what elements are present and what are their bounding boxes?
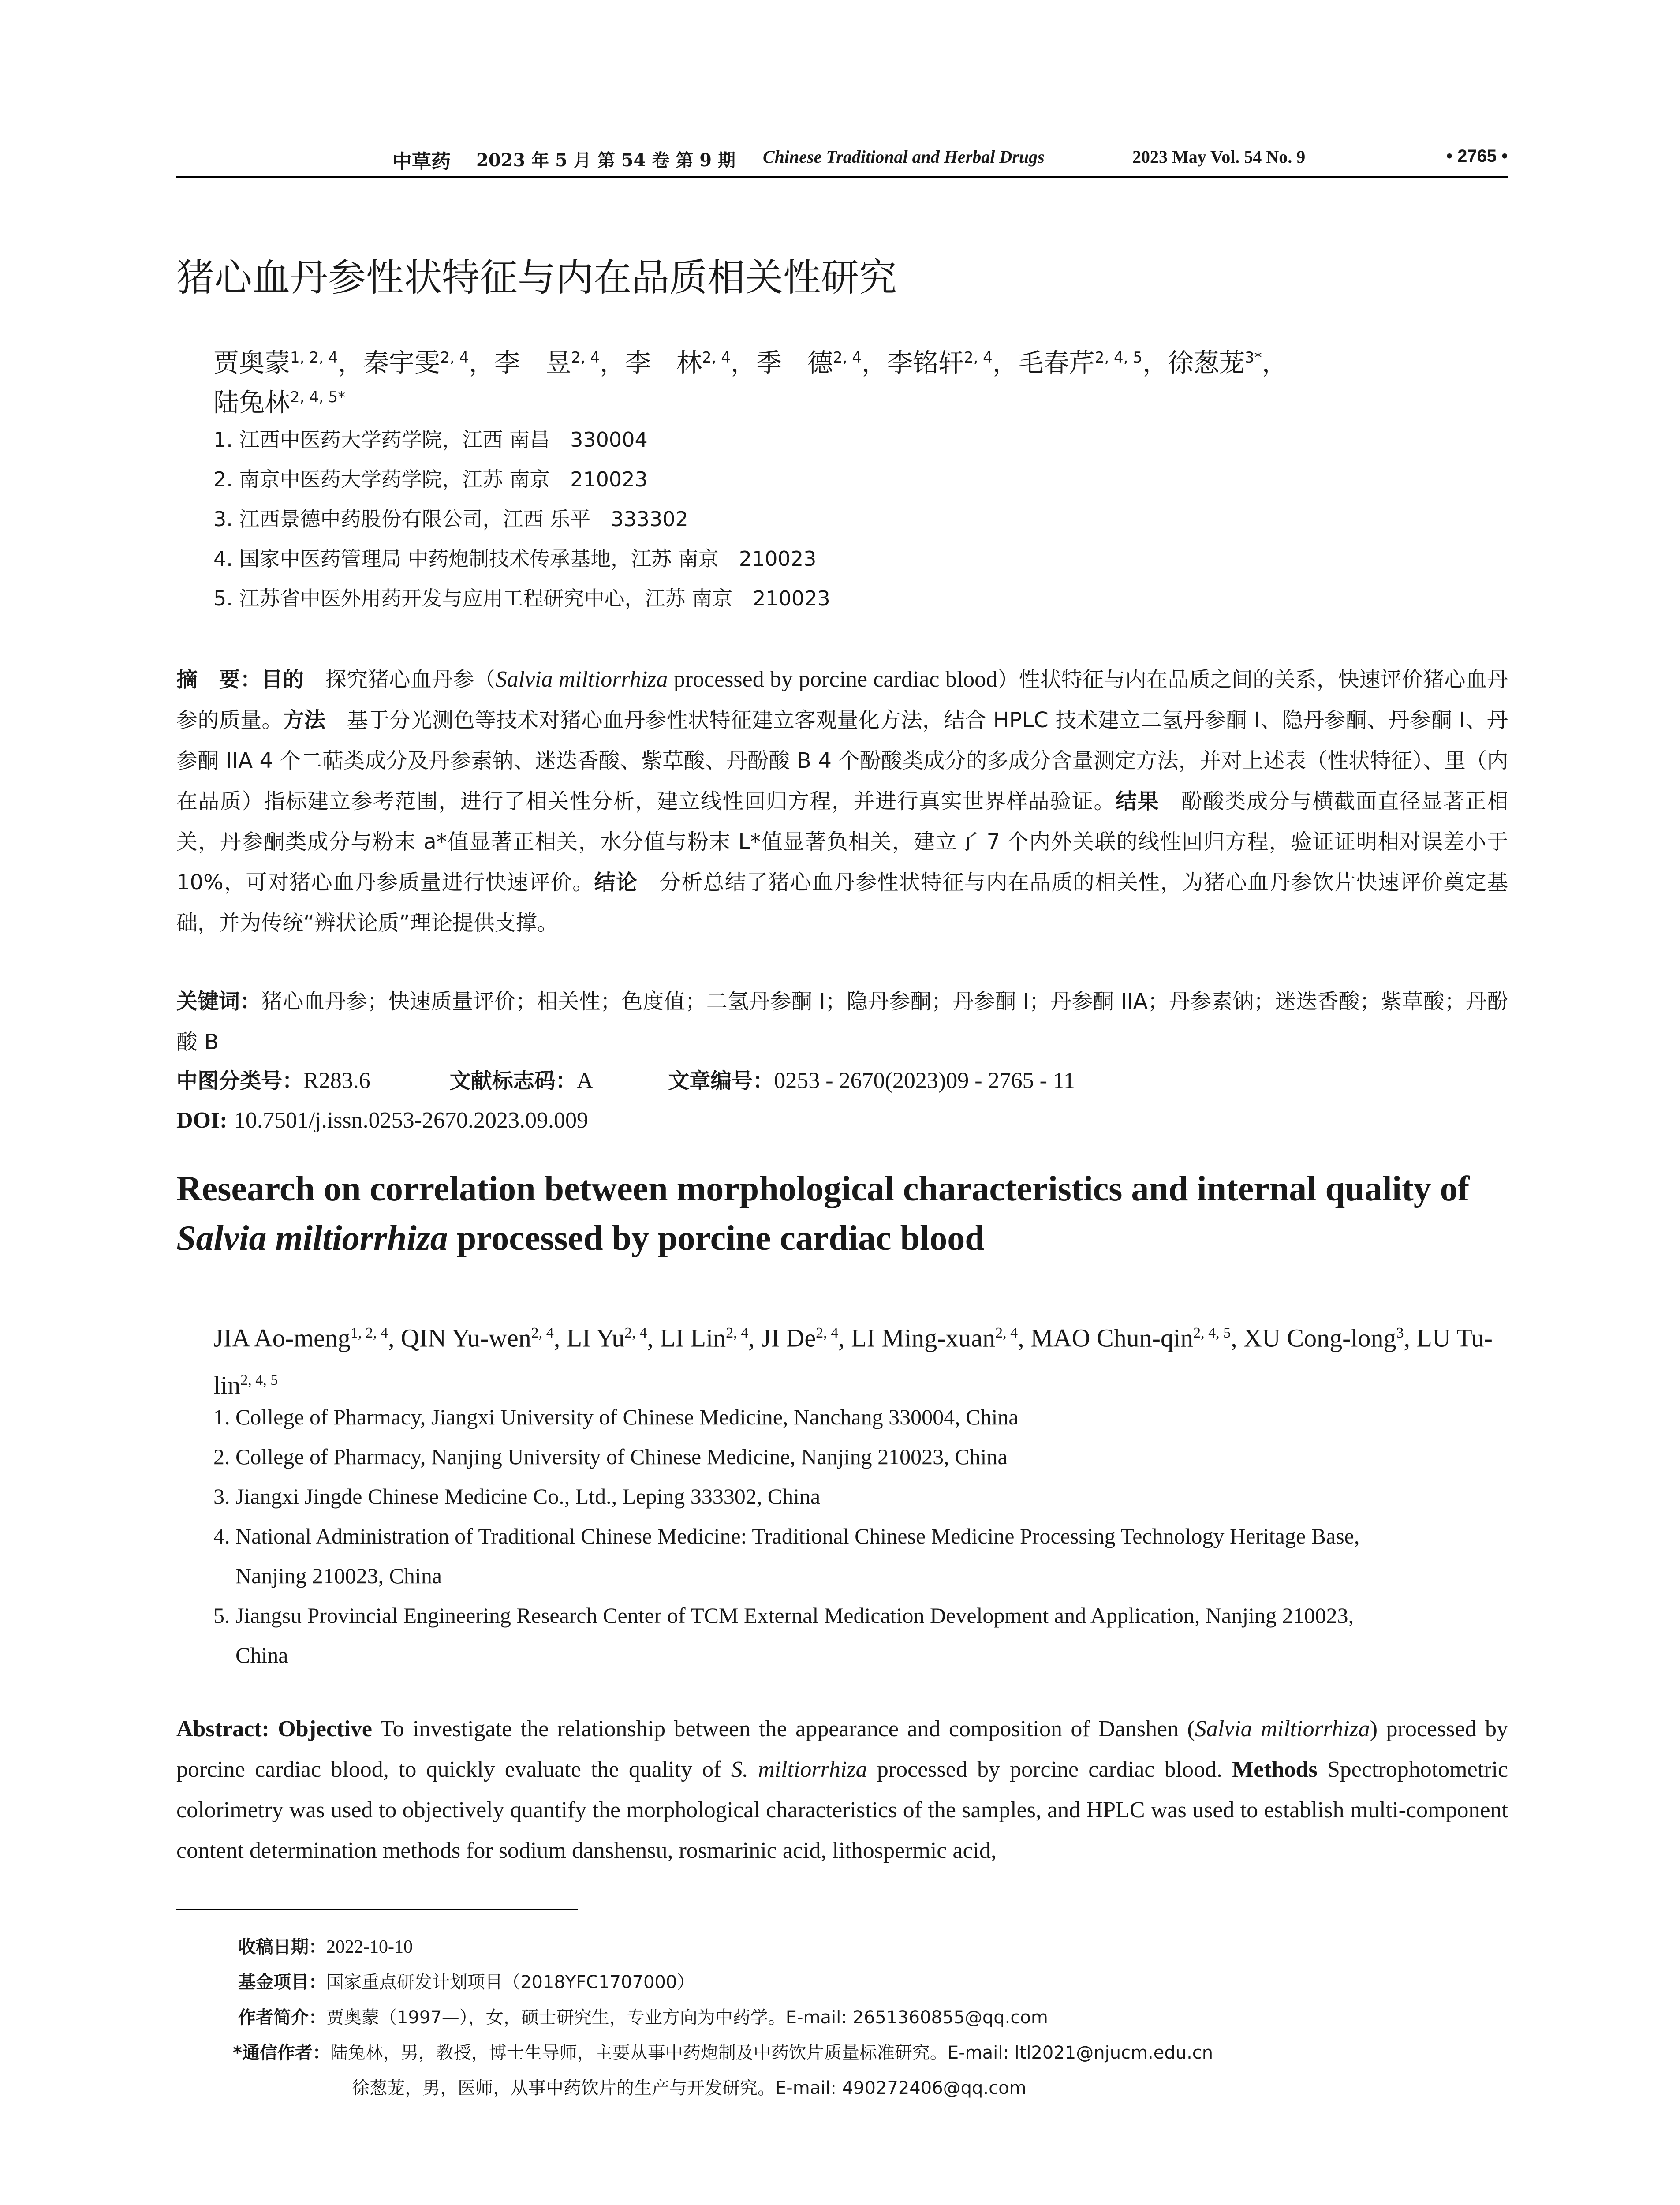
en-affiliation-4-line-1: 4. National Administration of Traditional Chinese Medicine: Traditional Chinese Medicine Processing Technology Heritage Base, [213, 1524, 1360, 1548]
author-name: MAO Chun-qin [1030, 1323, 1194, 1353]
en-affiliation-1 [213, 1397, 1019, 1437]
clc-value: R283.6 [303, 1068, 370, 1093]
author-name: 贾奥蒙 [213, 348, 291, 378]
cn-keywords-label: 关键词： [176, 989, 261, 1014]
author-affiliation-marks: 2, 4, 5* [290, 389, 346, 406]
author-affiliation-marks: 1, 2, 4 [290, 349, 338, 366]
received-label: 收稿日期： [238, 1937, 326, 1957]
en-title-part-a: Research on correlation between morphological characteristics and internal quality of [176, 1170, 1470, 1208]
cn-conclusion-label: 结论 [594, 870, 638, 895]
cn-abstract [176, 659, 1508, 943]
en-affiliation-5-line-2: China [235, 1643, 288, 1667]
author-name: 毛春芹 [1018, 348, 1095, 378]
en-objective-label: Objective [278, 1716, 372, 1742]
cn-objective-text-b: ）性状特征与内在品质之间的关系，快速评价猪心血丹参的质量。 [176, 667, 1508, 733]
author-name: 李铭轩 [887, 348, 964, 378]
cn-affiliation-4: 4. 国家中医药管理局 中药炮制技术传承基地，江苏 南京 210023 [213, 547, 817, 571]
footnote-corresponding-2: 徐葱茏，男，医师，从事中药饮片的生产与开发研究。E-mail: 490272406@qq.com [352, 2078, 1027, 2098]
author-name: JI De [761, 1323, 816, 1353]
cn-abstract-label: 摘 要： [176, 667, 261, 692]
header-rule [176, 176, 1508, 178]
cn-objective-latin: processed by porcine cardiac blood [668, 667, 998, 692]
en-affiliation-4-line-2: Nanjing 210023, China [235, 1563, 442, 1588]
en-affiliation-5 [213, 1596, 1354, 1675]
author-bio-value: 贾奥蒙（1997—），女，硕士研究生，专业方向为中药学。E-mail: 2651360855@qq.com [326, 2007, 1048, 2028]
footnote-corresponding [233, 2035, 1213, 2070]
cn-affiliation-1: 1. 江西中医药大学药学院，江西 南昌 330004 [213, 428, 648, 452]
en-title-species: Salvia miltiorrhiza [176, 1219, 448, 1258]
en-affiliation-3 [213, 1476, 820, 1516]
en-affiliation-4 [213, 1516, 1359, 1596]
en-objective-species: Salvia miltiorrhiza [1195, 1716, 1370, 1742]
author-name: LU Tu-lin [213, 1323, 1493, 1400]
author-name: QIN Yu-wen [400, 1323, 531, 1353]
cn-objective-text-a: 探究猪心血丹参（ [304, 667, 496, 692]
cn-objective-species: Salvia miltiorrhiza [495, 667, 668, 692]
author-affiliation-marks: 2, 4 [531, 1325, 554, 1341]
author-name: JIA Ao-meng [213, 1323, 351, 1353]
author-affiliation-marks: 2, 4, 5 [1193, 1325, 1231, 1341]
footnote-rule [176, 1909, 578, 1910]
doccode-label: 文献标志码： [449, 1069, 577, 1093]
cn-authors-line-1: 贾奥蒙$^{1, 2, 4}$，秦宇雯$^{2, 4}$，李 昱$^{2, 4}$，李 林$^{2, 4}$，季 德$^{2, 4}$，李铭轩$^{2, 4}$，毛春芹$^{2, 4, 5}$，徐葱茏$^{3*}$， [213, 348, 1288, 378]
cn-affiliation-2: 2. 南京中医药大学药学院，江苏 南京 210023 [213, 467, 648, 491]
en-affiliation-3-line-1: 3. Jiangxi Jingde Chinese Medicine Co., Ltd., Leping 333302, China [213, 1484, 821, 1509]
en-abstract [176, 1709, 1508, 1871]
author-name: LI Lin [660, 1323, 726, 1353]
author-name: XU Cong-long [1243, 1323, 1396, 1353]
article-no-label: 文章编号： [668, 1069, 774, 1093]
journal-name-cn: 中草药 [392, 150, 451, 173]
author-name: 秦宇雯 [363, 348, 441, 378]
page-number: • 2765 • [1446, 146, 1508, 166]
author-affiliation-marks: 2, 4 [995, 1325, 1018, 1341]
cn-conclusion-text: 分析总结了猪心血丹参性状特征与内在品质的相关性，为猪心血丹参饮片快速评价奠定基础，并为传统“辨状论质”理论提供支撑。 [176, 870, 1508, 935]
en-title [176, 1164, 1508, 1263]
author-affiliation-marks: 2, 4, 5 [240, 1372, 278, 1389]
en-affiliation-2-line-1: 2. College of Pharmacy, Nanjing University of Chinese Medicine, Nanjing 210023, China [213, 1444, 1008, 1469]
doi-value: 10.7501/j.issn.0253-2670.2023.09.009 [234, 1108, 588, 1133]
cn-keywords-text: 猪心血丹参；快速质量评价；相关性；色度值；二氢丹参酮 I；隐丹参酮；丹参酮 I；丹参酮 IIA；丹参素钠；迷迭香酸；紫草酸；丹酚酸 B [176, 989, 1508, 1054]
author-affiliation-marks: 2, 4, 5 [1094, 349, 1142, 366]
en-methods-label: Methods [1232, 1757, 1318, 1782]
author-affiliation-marks: 2, 4 [571, 349, 600, 366]
clc-label: 中图分类号： [176, 1069, 304, 1093]
fund-value: 国家重点研发计划项目（2018YFC1707000） [326, 1972, 695, 1992]
cn-methods-text: 基于分光测色等技术对猪心血丹参性状特征建立客观量化方法，结合 HPLC 技术建立二氢丹参酮 I、隐丹参酮、丹参酮 I、丹参酮 IIA 4 个二萜类成分及丹参素钠、迷迭香酸、紫草酸、丹酚酸 B 4 个酚酸类成分的多成分含量测定方法，并对上述表（性状特征）、里（内在品质）指标建立参考范围，进行了相关性分析，建立线性回归方程，并进行真实世界样品验证。 [176, 708, 1508, 814]
cn-title: 猪心血丹参性状特征与内在品质相关性研究 [176, 256, 897, 300]
en-affiliation-5-line-1: 5. Jiangsu Provincial Engineering Research Center of TCM External Medication Development and Application, Nanjing 210023, [213, 1603, 1354, 1628]
cn-classification-line [176, 1061, 1508, 1101]
received-value: 2022-10-10 [326, 1937, 413, 1957]
author-name: 李 林 [625, 348, 702, 378]
author-name: 徐葱茏 [1168, 348, 1245, 378]
footnote-fund [238, 1965, 694, 2000]
author-name: 季 德 [756, 348, 833, 378]
doccode-value: A [576, 1068, 594, 1093]
author-affiliation-marks: 2, 4 [726, 1325, 749, 1341]
doi-line [176, 1100, 1508, 1141]
doi-label: DOI: [176, 1108, 228, 1133]
en-authors: JIA Ao-meng$^{1, 2, 4}$, QIN Yu-wen$^{2, 4}$, LI Yu$^{2, 4}$, LI Lin$^{2, 4}$, JI De$^{2, 4}$, LI Ming-xuan$^{2, 4}$, MAO Chun-qin$^{2, 4, 5}$, XU Cong-long$^3$, LU Tu-lin$^{2, 4, 5}$ [213, 1323, 1493, 1400]
issue-info-en: 2023 May Vol. 54 No. 9 [1132, 147, 1306, 167]
en-objective-text-b: ) processed by porcine cardiac blood, to quickly evaluate the quality of [176, 1716, 1508, 1782]
corresponding-author-1: 陆兔林，男，教授，博士生导师，主要从事中药炮制及中药饮片质量标准研究。E-mail: ltl2021@njucm.edu.cn [330, 2043, 1213, 2063]
issue-info-cn: 2023 年 5 月 第 54 卷 第 9 期 [476, 150, 735, 171]
en-objective-text-c: processed by porcine cardiac blood. [867, 1757, 1232, 1782]
author-affiliation-marks: 1, 2, 4 [350, 1325, 388, 1341]
author-affiliation-marks: 2, 4 [816, 1325, 839, 1341]
cn-keywords [176, 981, 1508, 1062]
en-objective-text-a: To investigate the relationship between the appearance and composition of Danshen ( [372, 1716, 1195, 1742]
cn-authors-line-2 [213, 376, 1505, 424]
author-affiliation-marks: 2, 4 [963, 349, 993, 366]
author-affiliation-marks: 2, 4 [624, 1325, 647, 1341]
cn-results-text: 酚酸类成分与横截面直径显著正相关，丹参酮类成分与粉末 a*值显著正相关，水分值与粉末 L*值显著负相关，建立了 7 个内外关联的线性回归方程，验证证明相对误差小于 10%，可对猪心血丹参质量进行快速评价。 [176, 789, 1508, 895]
article-no-value: 0253 - 2670(2023)09 - 2765 - 11 [774, 1068, 1075, 1093]
author-name: 陆兔林 [213, 387, 291, 418]
running-header [176, 142, 1508, 173]
cn-affiliation-5: 5. 江苏省中医外用药开发与应用工程研究中心，江苏 南京 210023 [213, 587, 830, 610]
author-affiliation-marks: 3* [1244, 349, 1262, 366]
author-affiliation-marks: 2, 4 [702, 349, 731, 366]
journal-name-en: Chinese Traditional and Herbal Drugs [763, 147, 1045, 167]
author-affiliation-marks: 2, 4 [440, 349, 469, 366]
cn-results-label: 结果 [1115, 789, 1159, 814]
author-bio-label: 作者简介： [238, 2007, 326, 2028]
author-name: LI Ming-xuan [851, 1323, 996, 1353]
author-name: LI Yu [566, 1323, 625, 1353]
author-name: 李 昱 [494, 348, 571, 378]
en-affiliation-2 [213, 1437, 1008, 1476]
en-objective-species-short: S. miltiorrhiza [731, 1757, 867, 1782]
fund-label: 基金项目： [238, 1972, 326, 1992]
footnote-received [238, 1929, 413, 1965]
en-abstract-label: Abstract: [176, 1716, 269, 1742]
corresponding-label: *通信作者： [233, 2043, 330, 2063]
en-methods-text: Spectrophotometric colorimetry was used to objectively quantify the morphological characteristics of the samples, and HPLC was used to establish multi-component content determination methods for sodium danshensu, rosmarinic acid, lithospermic acid, [176, 1757, 1508, 1863]
en-title-part-b: processed by porcine cardiac blood [448, 1219, 985, 1258]
cn-affiliation-3: 3. 江西景德中药股份有限公司，江西 乐平 333302 [213, 507, 688, 531]
cn-methods-label: 方法 [283, 708, 326, 733]
en-affiliation-1-line-1: 1. College of Pharmacy, Jiangxi University of Chinese Medicine, Nanchang 330004, China [213, 1405, 1019, 1429]
author-affiliation-marks: 2, 4 [833, 349, 862, 366]
footnote-author [238, 2000, 1048, 2035]
cn-objective-label: 目的 [261, 667, 304, 692]
author-affiliation-marks: 3 [1396, 1325, 1404, 1341]
